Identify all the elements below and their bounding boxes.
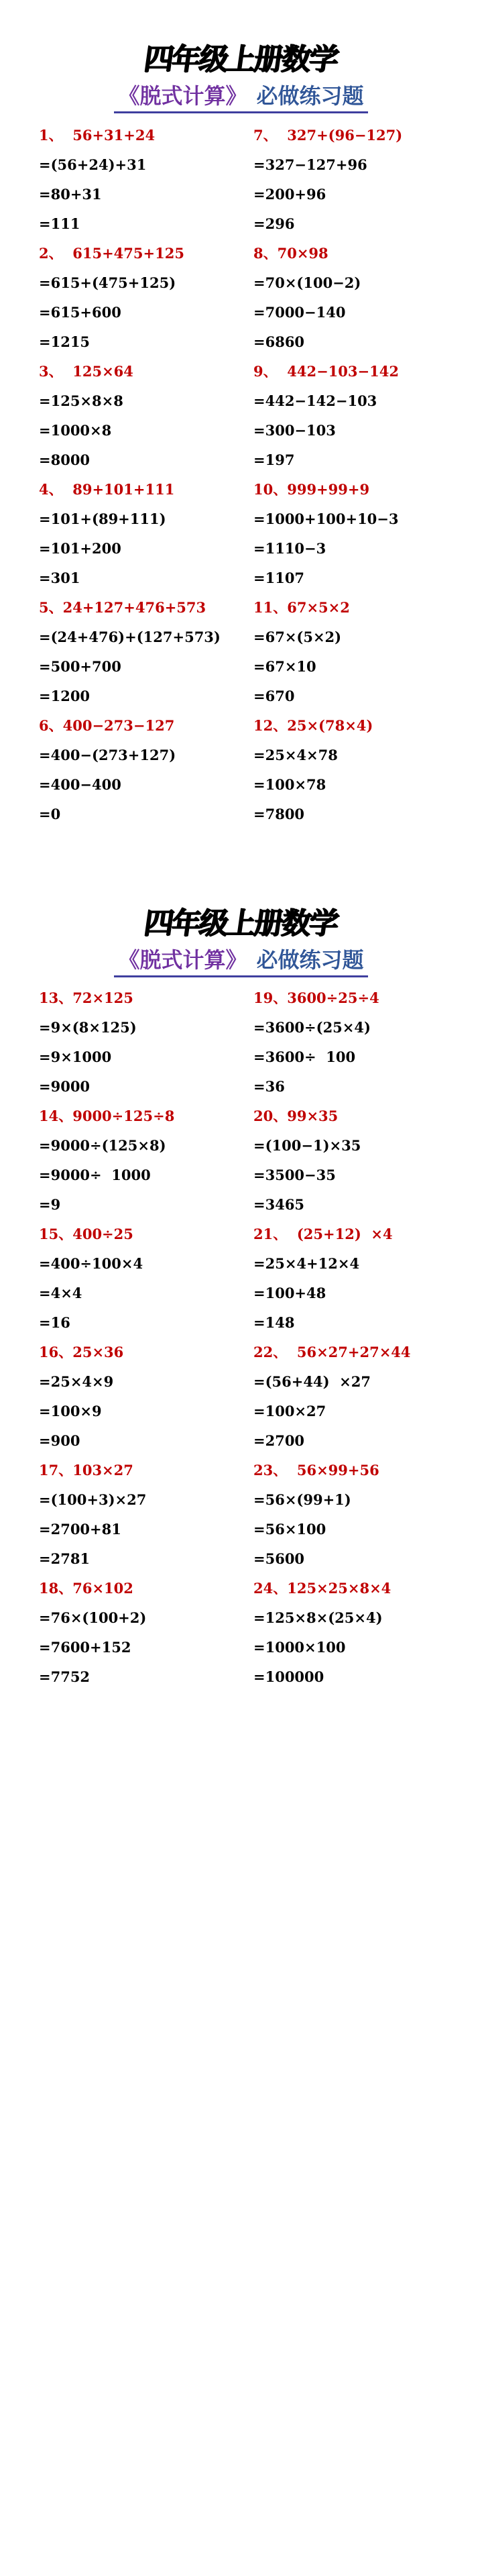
- problem-question: 6、400−273−127: [39, 717, 175, 734]
- problem-block: [253, 239, 468, 357]
- problem-block: [39, 357, 253, 475]
- problem-question: 21、 (25+12) ×4: [253, 1226, 393, 1242]
- problems-left-column: [39, 983, 253, 1692]
- solution-step: =400−(273+127): [39, 747, 176, 763]
- solution-step: =111: [39, 215, 80, 232]
- problem-block: [253, 1338, 468, 1456]
- solution-step: =16: [39, 1314, 70, 1331]
- solution-step: =1215: [39, 333, 91, 350]
- problem-block: [253, 711, 468, 829]
- solution-step: =(100−1)×35: [253, 1137, 361, 1154]
- problem-block: [39, 593, 253, 711]
- problem-block: [39, 1338, 253, 1456]
- solution-step: =400÷100×4: [39, 1255, 143, 1272]
- subtitle-part-b: 必做练习题: [256, 947, 364, 973]
- problem-question: 12、25×(78×4): [253, 717, 373, 734]
- solution-step: =615+(475+125): [39, 274, 176, 291]
- problem-block: [39, 239, 253, 357]
- solution-step: =500+700: [39, 658, 121, 675]
- problem-block: [39, 711, 253, 829]
- problem-block: [39, 1456, 253, 1574]
- solution-step: =25×4+12×4: [253, 1255, 360, 1272]
- solution-step: =1000×100: [253, 1639, 346, 1656]
- solution-step: =3600÷(25×4): [253, 1019, 371, 1036]
- solution-step: =8000: [39, 451, 91, 468]
- problem-block: [39, 1102, 253, 1220]
- subtitle-part-a: 《脱式计算》: [118, 947, 247, 973]
- problem-question: 18、76×102: [39, 1580, 133, 1597]
- solution-step: =1107: [253, 570, 305, 586]
- problem-block: [253, 983, 468, 1102]
- solution-step: =400−400: [39, 776, 121, 793]
- solution-step: =(56+44) ×27: [253, 1373, 371, 1390]
- problem-question: 16、25×36: [39, 1344, 124, 1360]
- problem-block: [253, 357, 468, 475]
- solution-step: =7800: [253, 806, 305, 822]
- problem-block: [253, 1220, 468, 1338]
- solution-step: =(56+24)+31: [39, 156, 147, 173]
- problem-question: 1、 56+31+24: [39, 127, 156, 144]
- solution-step: =3465: [253, 1196, 305, 1213]
- worksheet-subtitle: [0, 79, 482, 113]
- solution-step: =615+600: [39, 304, 121, 321]
- solution-step: =300−103: [253, 422, 336, 439]
- solution-step: =7600+152: [39, 1639, 131, 1656]
- problem-block: [253, 475, 468, 593]
- solution-step: =67×(5×2): [253, 629, 342, 645]
- solution-step: =76×(100+2): [39, 1609, 147, 1626]
- solution-step: =100000: [253, 1668, 324, 1685]
- problems-right-column: [253, 121, 468, 829]
- problem-question: 3、 125×64: [39, 363, 133, 380]
- solution-step: =(100+3)×27: [39, 1491, 147, 1508]
- problem-question: 7、 327+(96−127): [253, 127, 403, 144]
- solution-step: =100+48: [253, 1285, 326, 1301]
- solution-step: =3600÷ 100: [253, 1049, 356, 1065]
- problem-question: 20、99×35: [253, 1108, 339, 1124]
- solution-step: =6860: [253, 333, 305, 350]
- solution-step: =9×1000: [39, 1049, 112, 1065]
- problem-question: 9、 442−103−142: [253, 363, 399, 380]
- problem-block: [253, 593, 468, 711]
- solution-step: =67×10: [253, 658, 316, 675]
- solution-step: =9000: [39, 1078, 91, 1095]
- problem-question: 23、 56×99+56: [253, 1462, 379, 1479]
- problem-question: 24、125×25×8×4: [253, 1580, 391, 1597]
- problems-right-column: [253, 983, 468, 1692]
- problem-block: [253, 1102, 468, 1220]
- problem-block: [39, 983, 253, 1102]
- subtitle-part-a: 《脱式计算》: [118, 83, 247, 109]
- solution-step: =296: [253, 215, 295, 232]
- solution-step: =36: [253, 1078, 285, 1095]
- solution-step: =9: [39, 1196, 61, 1213]
- solution-step: =101+200: [39, 540, 121, 557]
- problem-block: [39, 1220, 253, 1338]
- solution-step: =900: [39, 1432, 80, 1449]
- solution-step: =301: [39, 570, 80, 586]
- solution-step: =7752: [39, 1668, 91, 1685]
- problem-block: [253, 1456, 468, 1574]
- solution-step: =1110−3: [253, 540, 326, 557]
- solution-step: =9×(8×125): [39, 1019, 137, 1036]
- problem-block: [39, 475, 253, 593]
- problem-block: [253, 121, 468, 239]
- problem-question: 4、 89+101+111: [39, 481, 175, 498]
- solution-step: =101+(89+111): [39, 511, 166, 527]
- problem-question: 8、70×98: [253, 245, 328, 262]
- solution-step: =327−127+96: [253, 156, 367, 173]
- solution-step: =70×(100−2): [253, 274, 361, 291]
- subtitle-part-b: 必做练习题: [256, 83, 364, 109]
- problem-question: 13、72×125: [39, 989, 133, 1006]
- solution-step: =2700: [253, 1432, 305, 1449]
- solution-step: =2781: [39, 1550, 91, 1567]
- problem-question: 5、24+127+476+573: [39, 599, 206, 616]
- solution-step: =200+96: [253, 186, 326, 203]
- solution-step: =148: [253, 1314, 295, 1331]
- worksheet-subtitle: [0, 943, 482, 977]
- solution-step: =3500−35: [253, 1167, 336, 1183]
- problem-block: [253, 1574, 468, 1692]
- problem-block: [39, 121, 253, 239]
- solution-step: =9000÷ 1000: [39, 1167, 151, 1183]
- solution-step: =125×8×8: [39, 392, 123, 409]
- solution-step: =7000−140: [253, 304, 346, 321]
- worksheet-title: 四年级上册数学: [141, 42, 339, 76]
- solution-step: =670: [253, 688, 295, 704]
- problem-question: 11、67×5×2: [253, 599, 350, 616]
- problem-question: 17、103×27: [39, 1462, 133, 1479]
- problems-left-column: [39, 121, 253, 829]
- solution-step: =9000÷(125×8): [39, 1137, 166, 1154]
- solution-step: =100×78: [253, 776, 326, 793]
- solution-step: =125×8×(25×4): [253, 1609, 383, 1626]
- problem-question: 19、3600÷25÷4: [253, 989, 379, 1006]
- problem-question: 2、 615+475+125: [39, 245, 184, 262]
- solution-step: =1000+100+10−3: [253, 511, 399, 527]
- solution-step: =25×4×78: [253, 747, 338, 763]
- problem-question: 22、 56×27+27×44: [253, 1344, 411, 1360]
- solution-step: =4×4: [39, 1285, 82, 1301]
- solution-step: =2700+81: [39, 1521, 121, 1538]
- solution-step: =1200: [39, 688, 91, 704]
- solution-step: =25×4×9: [39, 1373, 114, 1390]
- solution-step: =0: [39, 806, 61, 822]
- solution-step: =80+31: [39, 186, 102, 203]
- solution-step: =56×(99+1): [253, 1491, 351, 1508]
- solution-step: =197: [253, 451, 295, 468]
- worksheet-title: 四年级上册数学: [141, 906, 339, 941]
- solution-step: =(24+476)+(127+573): [39, 629, 221, 645]
- problem-question: 14、9000÷125÷8: [39, 1108, 175, 1124]
- solution-step: =1000×8: [39, 422, 112, 439]
- solution-step: =100×9: [39, 1403, 102, 1419]
- solution-step: =442−142−103: [253, 392, 377, 409]
- solution-step: =56×100: [253, 1521, 326, 1538]
- problem-block: [39, 1574, 253, 1692]
- problem-question: 15、400÷25: [39, 1226, 133, 1242]
- problem-question: 10、999+99+9: [253, 481, 370, 498]
- solution-step: =100×27: [253, 1403, 326, 1419]
- solution-step: =5600: [253, 1550, 305, 1567]
